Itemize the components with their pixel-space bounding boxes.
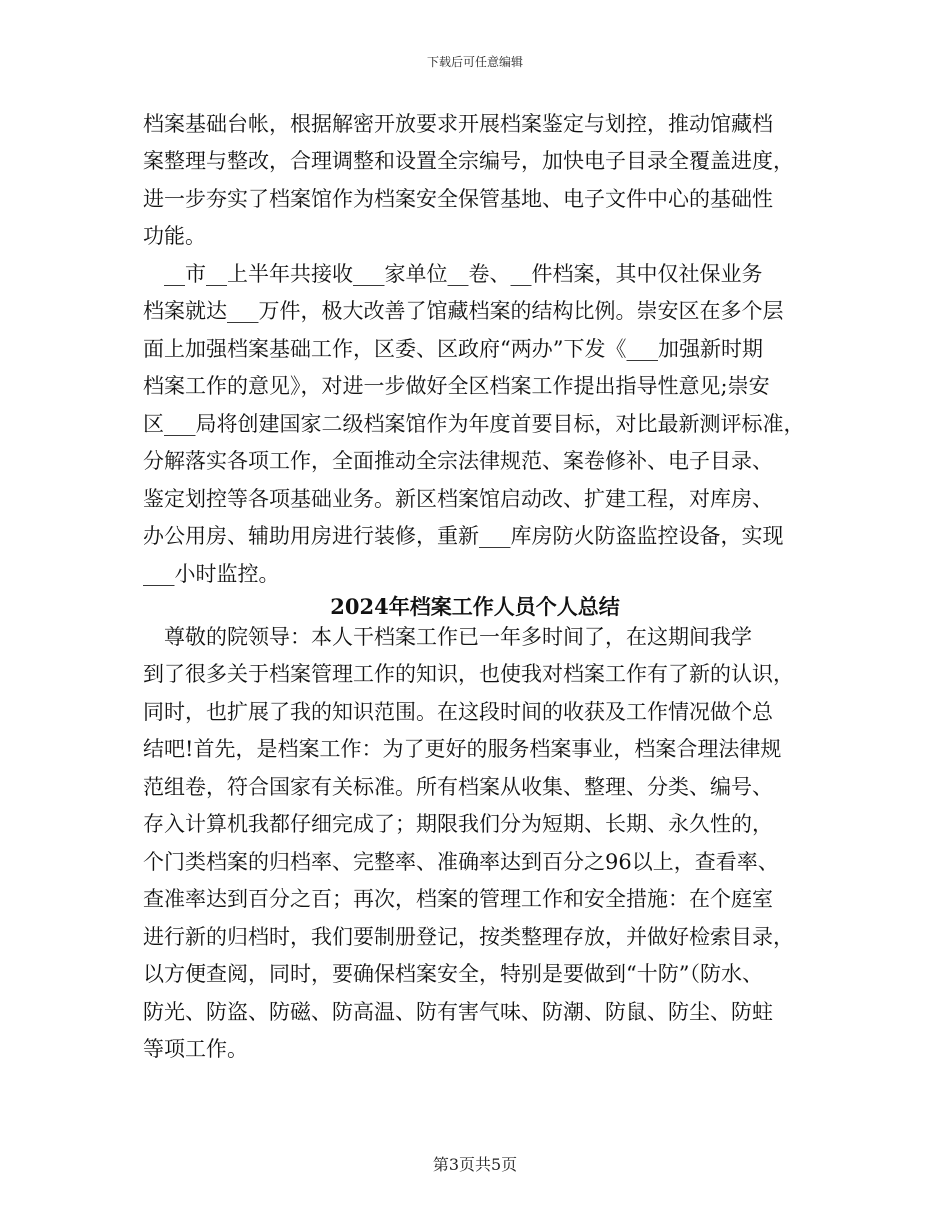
text-line: 区___局将创建国家二级档案馆作为年度首要目标，对比最新测评标准， xyxy=(143,412,805,436)
text-line: 案整理与整改，合理调整和设置全宗编号，加快电子目录全覆盖进度， xyxy=(143,149,794,173)
text-line: 进一步夯实了档案馆作为档案安全保管基地、电子文件中心的基础性 xyxy=(143,187,773,211)
text-line: 档案基础台帐，根据解密开放要求开展档案鉴定与划控，推动馆藏档 xyxy=(143,112,773,136)
text-line: 档案就达___万件，极大改善了馆藏档案的结构比例。崇安区在多个层 xyxy=(143,299,784,323)
page-number: 第3页共5页 xyxy=(432,1155,518,1174)
section-title: 2024年档案工作人员个人总结 xyxy=(330,594,620,619)
text-line: 等项工作。 xyxy=(143,1037,248,1061)
text-line: 存入计算机我都仔细完成了；期限我们分为短期、长期、永久性的， xyxy=(143,812,773,836)
text-line: 个门类档案的归档率、完整率、准确率达到百分之96以上，查看率、 xyxy=(143,850,779,874)
text-line: 进行新的归档时，我们要制册登记，按类整理存放，并做好检索目录， xyxy=(143,925,794,949)
text-line: 范组卷，符合国家有关标准。所有档案从收集、整理、分类、编号、 xyxy=(143,775,773,799)
text-line: 结吧!首先，是档案工作：为了更好的服务档案事业，档案合理法律规 xyxy=(143,737,782,761)
text-line: __市__上半年共接收___家单位__卷、__件档案，其中仅社保业务 xyxy=(143,262,763,286)
text-line: 鉴定划控等各项基础业务。新区档案馆启动改、扩建工程，对库房、 xyxy=(143,487,773,511)
text-line: 分解落实各项工作，全面推动全宗法律规范、案卷修补、电子目录、 xyxy=(143,449,773,473)
text-line: 以方便查阅，同时，要确保档案安全，特别是要做到“十防”（防水、 xyxy=(143,962,763,986)
text-line: 尊敬的院领导：本人干档案工作已一年多时间了，在这期间我学 xyxy=(143,625,752,649)
text-line: 档案工作的意见》，对进一步做好全区档案工作提出指导性意见;崇安 xyxy=(143,374,770,398)
page-header: 下载后可任意编辑 xyxy=(426,55,523,69)
text-line: 到了很多关于档案管理工作的知识，也使我对档案工作有了新的认识， xyxy=(143,662,794,686)
text-line: 防光、防盗、防磁、防高温、防有害气味、防潮、防鼠、防尘、防蛀 xyxy=(143,1000,773,1024)
text-line: 查准率达到百分之百；再次，档案的管理工作和安全措施：在个庭室 xyxy=(143,887,773,911)
text-line: 功能。 xyxy=(143,224,206,248)
text-line: 面上加强档案基础工作，区委、区政府“两办”下发《___加强新时期 xyxy=(143,337,763,361)
text-line: ___小时监控。 xyxy=(143,562,280,586)
text-line: 办公用房、辅助用房进行装修，重新___库房防火防盗监控设备，实现 xyxy=(143,524,784,548)
text-line: 同时，也扩展了我的知识范围。在这段时间的收获及工作情况做个总 xyxy=(143,700,773,724)
